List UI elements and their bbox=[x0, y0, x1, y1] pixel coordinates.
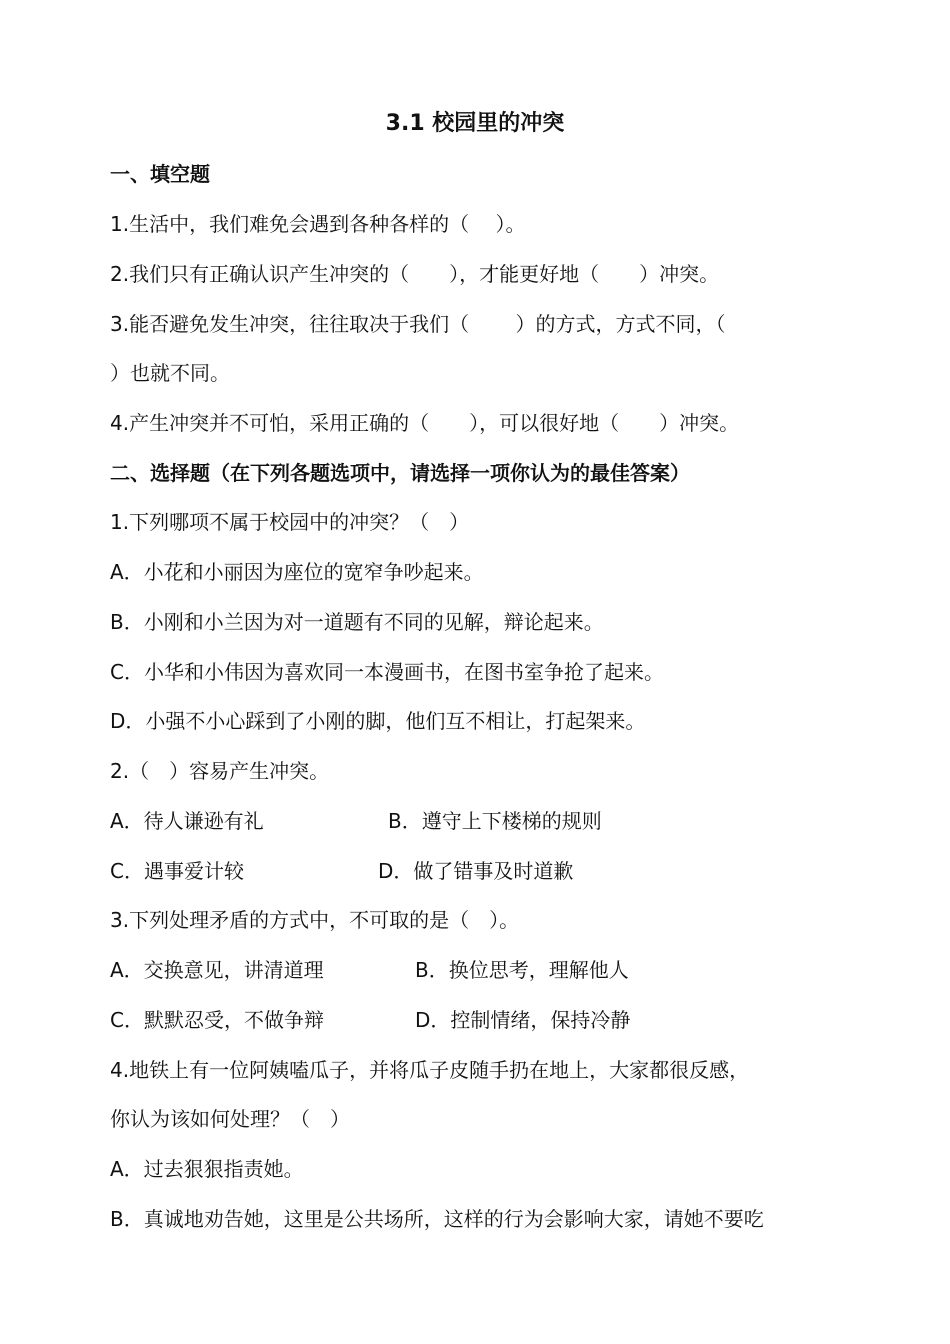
choice-question-2-option-d: D．做了错事及时道歉 bbox=[378, 859, 574, 883]
choice-question-2-stem: 2.（ ）容易产生冲突。 bbox=[110, 759, 330, 783]
fill-blank-question-2: 2.我们只有正确认识产生冲突的（ ），才能更好地（ ）冲突。 bbox=[110, 262, 720, 286]
choice-question-4-stem-line-1: 4.地铁上有一位阿姨嗑瓜子，并将瓜子皮随手扔在地上，大家都很反感， bbox=[110, 1058, 750, 1082]
choice-question-1-stem: 1.下列哪项不属于校园中的冲突？（ ） bbox=[110, 510, 470, 534]
choice-question-2-option-a: A．待人谦逊有礼 bbox=[110, 809, 264, 833]
choice-question-1-option-d: D．小强不小心踩到了小刚的脚，他们互不相让，打起架来。 bbox=[110, 709, 646, 733]
choice-question-2-option-b: B．遵守上下楼梯的规则 bbox=[388, 809, 602, 833]
choice-question-2-option-c: C．遇事爱计较 bbox=[110, 859, 244, 883]
choice-question-1-option-c: C．小华和小伟因为喜欢同一本漫画书，在图书室争抢了起来。 bbox=[110, 660, 664, 684]
choice-question-1-option-b: B．小刚和小兰因为对一道题有不同的见解，辩论起来。 bbox=[110, 610, 604, 634]
fill-blank-question-3-line-2: ）也就不同。 bbox=[110, 361, 230, 385]
fill-blank-question-1: 1.生活中，我们难免会遇到各种各样的（ ）。 bbox=[110, 212, 526, 236]
choice-question-3-option-b: B．换位思考，理解他人 bbox=[415, 958, 629, 982]
fill-blank-question-4: 4.产生冲突并不可怕，采用正确的（ ），可以很好地（ ）冲突。 bbox=[110, 411, 740, 435]
fill-blank-question-3-line-1: 3.能否避免发生冲突，往往取决于我们（ ）的方式，方式不同，（ bbox=[110, 312, 726, 336]
section-choice-heading: 二、选择题（在下列各题选项中，请选择一项你认为的最佳答案） bbox=[110, 461, 690, 485]
choice-question-1-option-a: A．小花和小丽因为座位的宽窄争吵起来。 bbox=[110, 560, 484, 584]
page-title: 3.1 校园里的冲突 bbox=[385, 111, 565, 136]
choice-question-3-option-c: C．默默忍受，不做争辩 bbox=[110, 1008, 324, 1032]
choice-question-4-option-b: B．真诚地劝告她，这里是公共场所，这样的行为会影响大家，请她不要吃 bbox=[110, 1207, 764, 1231]
section-fill-blank-heading: 一、填空题 bbox=[110, 162, 210, 186]
choice-question-4-stem-line-2: 你认为该如何处理？（ ） bbox=[110, 1107, 350, 1131]
choice-question-3-option-a: A．交换意见，讲清道理 bbox=[110, 958, 324, 982]
choice-question-3-option-d: D．控制情绪，保持冷静 bbox=[415, 1008, 631, 1032]
choice-question-4-option-a: A．过去狠狠指责她。 bbox=[110, 1157, 304, 1181]
choice-question-3-stem: 3.下列处理矛盾的方式中，不可取的是（ ）。 bbox=[110, 908, 520, 932]
